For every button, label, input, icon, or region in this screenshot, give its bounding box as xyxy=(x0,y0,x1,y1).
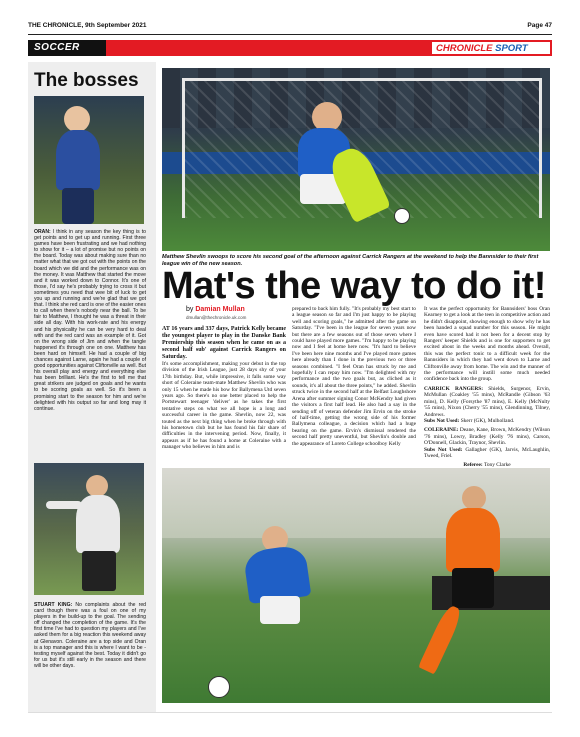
referee-name: Tony Clarke xyxy=(482,462,511,469)
column-2-text: prepared to back him fully. "It's probably my best start to a league season so far and I'm just happy to be playing well and scoring goals," he admitted after the game on Saturday. "I've been in the league for seven years now but there are a few seasons out of those seven where I could have played more games. "I'm happy to be playing now and I feel at home here now. "It's hard to believe I've been here nine months and I've played more games here already than I done in the previous two or three seasons combined. "I feel Oran has struck by me and hopefully I can repay him now. "I'm delighted with my performance and the two goals but, as cliched as it sounds, it's all about the three points," he added. Shevlin struck twice in the second half at the Belfast Loughshore Arena after summer signing Conor McKendry had given the visitors a first half lead. He also had a say in the sending off of veteran defender Jim Ervin on the stroke of half-time, getting the wrong side of his former Ballymena colleague, a decision which had a huge bearing on the game. Ervin's dismissal rendered the second half pretty uneventful, but Shevlin's double and the appearance of Loreto College schoolboy Kelly xyxy=(292,306,416,447)
carrick-players: Shields, Surgenor, Ervin, McMullan (Coakley '55 mins), McRandle (Gibson '63 mins), D. Kelly (Forsythe '87 mins), E. Kelly (McNulty '55 mins), Nixon (Cherry '55 mins), Glendinning, Tilney, Andrews. xyxy=(424,385,550,418)
author-name: Damian Mullan xyxy=(195,306,245,313)
referee-label: Referee: xyxy=(463,462,483,469)
header-rule xyxy=(28,34,552,35)
shevlin-goal-photo xyxy=(162,68,550,251)
article-lede: AT 16 years and 337 days, Patrick Kelly became the youngest player to play in the Danske Bank Premiership this season when he came on as a second half sub' against Carrick Rangers on Saturday. xyxy=(162,326,286,360)
byline xyxy=(186,306,286,313)
article-column-3 xyxy=(424,306,550,469)
author-email[interactable]: dmullan@thechronicle.uk.com xyxy=(186,315,247,320)
article-column-2 xyxy=(292,306,416,447)
page-bottom-rule xyxy=(28,712,552,713)
carrick-lineup xyxy=(424,386,550,418)
headline: Mat's the way to do it! xyxy=(162,265,546,307)
coleraine-subs-text: Gallagher (GK), Jarvis, McLaughlin, Tweed, Friel. xyxy=(424,446,550,459)
oran-label: ORAN: xyxy=(34,229,51,235)
header-left: THE CHRONICLE, 9th September 2021 xyxy=(28,21,147,29)
coleraine-players: Deane, Kane, Brown, McKendry (Wilson '76 mins), Lowry, Bradley (Kelly '76 mins), Carson, O'Donnell, Glackin, Traynor, Shevlin. xyxy=(424,427,550,447)
oran-kearney-photo xyxy=(34,96,144,224)
carrick-subs-label: Subs Not Used: xyxy=(424,417,460,424)
page-number: Page 47 xyxy=(527,21,552,29)
page-header xyxy=(28,18,552,32)
byline-prefix: by xyxy=(186,306,194,313)
match-action-photo xyxy=(162,468,550,703)
soccer-section-label: SOCCER xyxy=(28,40,106,56)
carrick-subs xyxy=(424,418,550,424)
coleraine-subs xyxy=(424,447,550,460)
photo-caption: Matthew Shevlin swoops to score his second goal of the afternoon against Carrick Rangers at the weekend to help the Bannsider to their first league win of the new season. xyxy=(162,254,539,267)
coleraine-lineup xyxy=(424,427,550,446)
column-1-text: It's some accomplishment, making your debut in the top division of the Irish League, just 28 days shy of your 17th birthday. But, while impressive, it falls some way short of Coleraine team-mate Matthew Shevlin who was only 15 when he made his bow for Ballymena Utd seven years ago. So there's no one better placed to help the Portstewart teenager 'deliver' as he takes the first tentative steps on what we all hope is a long and successful career in the game. Shevlin, now 22, was touted as the next big thing when he broke through with his hometown club but he has found his fair share of difficulties in the intervening period. Now, finally, it appears as if he has found a home at Coleraine with a manager who believes in him and is xyxy=(162,361,286,451)
stuart-quote xyxy=(34,602,146,669)
sidebar-title: The bosses xyxy=(34,70,139,91)
carrick-subs-text: Skerr (GK), Mulholland. xyxy=(459,417,515,424)
sport-label: SPORT xyxy=(495,43,528,54)
chronicle-sport-logo xyxy=(430,40,552,56)
column-3-text: It was the perfect opportunity for Bannsiders' boss Oran Kearney to get a look at the teen in competitive action and he didn't disappoint, showing enough to show why he has been handed a squad number for this season. He might even have scored had it not been for a decent stop by Rangers' keeper Shields and is one for supporters to get excited about in the weeks and months ahead. Overall, this was the perfect tonic to a difficult week for the Bannsiders in which they had went down to Larne and Cliftonville away from home. The win and the manner of the performance will instill some much needed confidence back into the group. xyxy=(424,306,550,383)
stuart-label: STUART KING: xyxy=(34,602,73,608)
stuart-text: No complaints about the red card though there was a foul on one of my players in the build-up to the goal. The sending off changed the completion of the game. It's the first time I've had to question my players and I've asked them for a big reaction this weekend away at Glenavon. Coleraine are a top side and Oran is a top manager and this is where I want to be - testing myself against the best. Today it didn't go for us but it's still early in the season and there will be other days. xyxy=(34,602,146,669)
oran-quote xyxy=(34,229,146,412)
chronicle-label: CHRONICLE xyxy=(436,43,493,54)
coleraine-subs-label: Subs Not Used: xyxy=(424,446,463,453)
coleraine-label: COLERAINE: xyxy=(424,427,459,434)
oran-text: I think in any season the key thing is to get points and to get up and running. First three games have been frustrating and we had nothing to show for it – a lot of promise but no points on the board. Today was about making sure than no matter what that we got out with the points on the board which we did and the performance was on the money. It was Matthew that started the move and it was worked down to Connor. It's one of those, I'd say he's probably trying to cross it but sometimes you need that wee bit of luck to get you up and running and we're glad that we got that. I think she red card is one of the easier ones to call when there's nobody near the ball. To be fair to Matthew, I thought he was a threat in their side all day. With his work-rate and his energy and his physicality he can be very hard to deal with and the red card was an example of it. Got on the wrong side of Jim and when the tangle happened it's through one on one. Matthew has been hard on himself. He had a couple of big chances against Larne, again he had a couple of good opportunities against Cliftonville as well. But his overall play and energy and everything else has been brilliant. He's the first to tell me that great strikers are judged on goals and he wants to be scoring goals as well. So it's been a promising start to the season for him and we're delighted with his output so far and long may it continue. xyxy=(34,229,146,412)
article-column-1 xyxy=(162,326,286,451)
stuart-king-photo xyxy=(34,463,144,595)
carrick-label: CARRICK RANGERS: xyxy=(424,385,484,392)
